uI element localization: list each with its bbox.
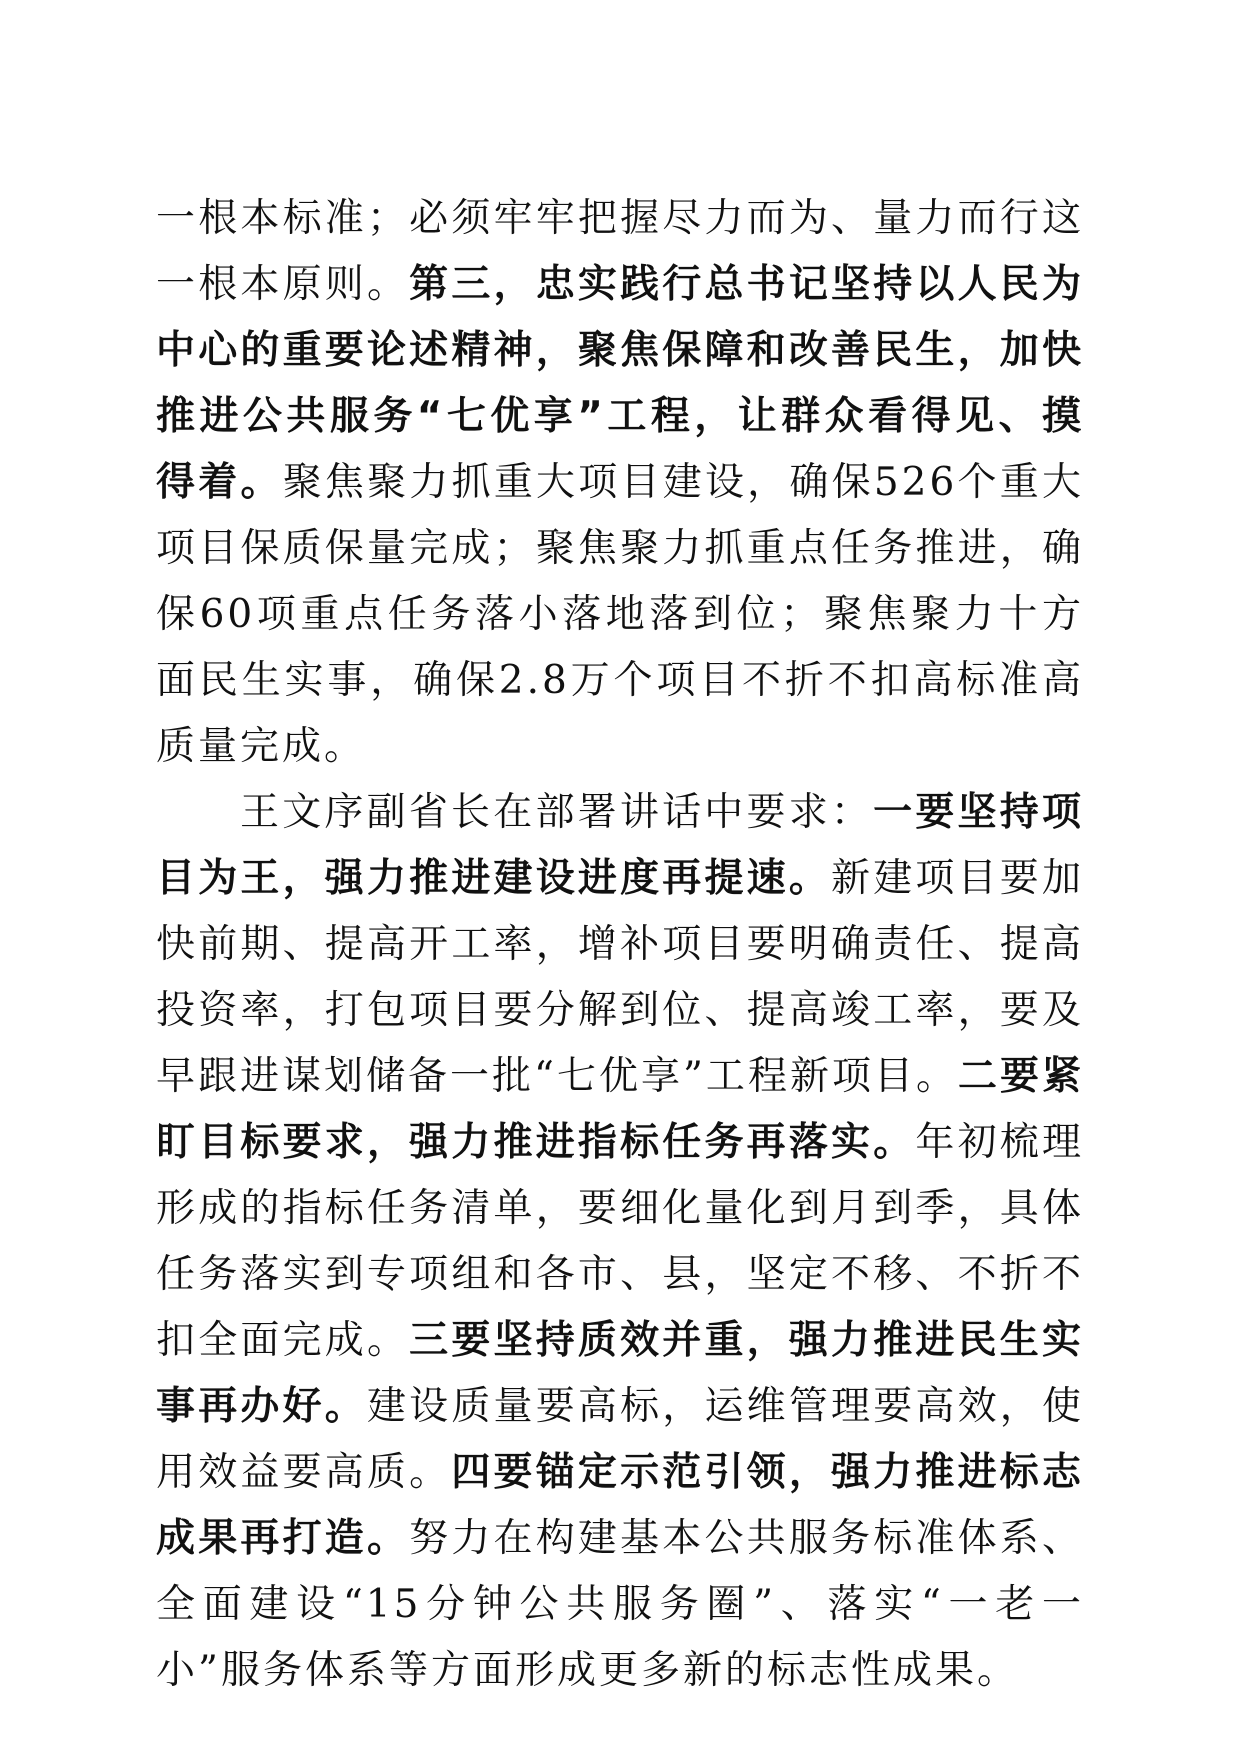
requirement-2-text: 年初梳理形成的指标任务清单，要细化量化到月到季，具体任务落实到专项组和各市、县，坚定不移、不折不扣全面完成。 (156, 1120, 1084, 1363)
paragraph-2-intro: 王文序副省长在部署讲话中要求： (240, 790, 874, 835)
requirement-3-heading: 三要坚持质效并重，强力推进民生实事再办好。 (156, 1318, 1084, 1429)
requirement-4-heading: 四要锚定示范引领，强力推进标志成果再打造。 (156, 1450, 1084, 1561)
requirement-2-heading: 二要紧盯目标要求，强力推进指标任务再落实。 (156, 1054, 1084, 1165)
requirement-1-heading: 一要坚持项目为王，强力推进建设进度再提速。 (156, 790, 1084, 901)
requirement-1-text: 新建项目要加快前期、提高开工率，增补项目要明确责任、提高投资率，打包项目要分解到位、提高竣工率，要及早跟进谋划储备一批“七优享”工程新项目。 (156, 856, 1084, 1099)
paragraph-1-bold-heading: 第三，忠实践行总书记坚持以人民为中心的重要论述精神，聚焦保障和改善民生，加快推进公共服务“七优享”工程，让群众看得见、摸得着。 (156, 262, 1084, 505)
paragraph-1-text-2: 聚焦聚力抓重大项目建设，确保526个重大项目保质保量完成；聚焦聚力抓重点任务推进，确保60项重点任务落小落地落到位；聚焦聚力十方面民生实事，确保2.8万个项目不折不扣高标准高质量完成。 (156, 460, 1084, 769)
paragraph-1-text-1: 一根本标准；必须牢牢把握尽力而为、量力而行这一根本原则。 (156, 196, 1084, 307)
paragraph-2 (156, 780, 1084, 1704)
requirement-4-text: 努力在构建基本公共服务标准体系、全面建设“15分钟公共服务圈”、落实“一老一小”服务体系等方面形成更多新的标志性成果。 (156, 1516, 1084, 1693)
document-body (156, 186, 1084, 1704)
requirement-3-text: 建设质量要高标，运维管理要高效，使用效益要高质。 (156, 1384, 1084, 1495)
paragraph-1 (156, 186, 1084, 780)
